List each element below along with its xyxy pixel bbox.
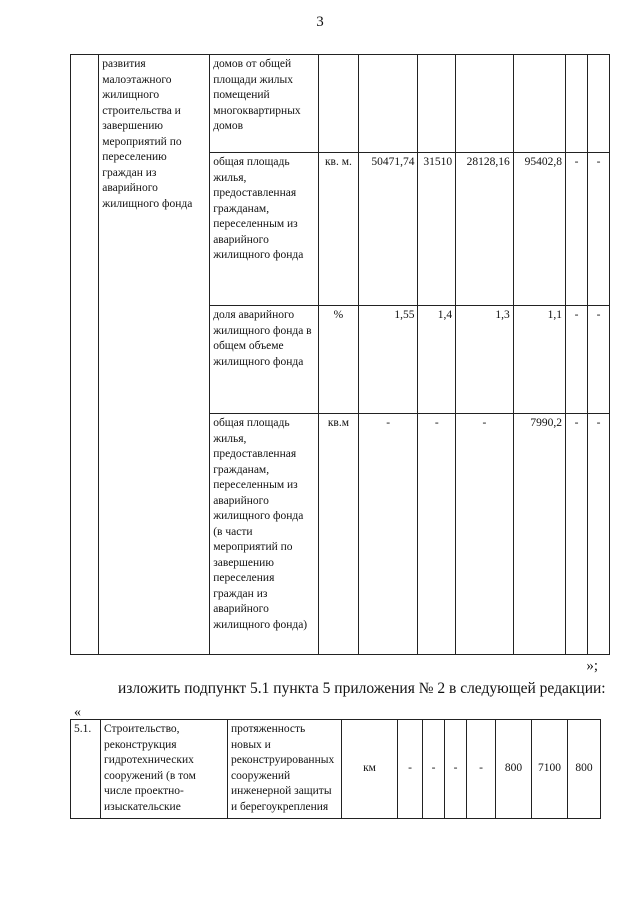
table-row: [71, 720, 601, 819]
value-cell: -: [587, 306, 609, 414]
value-cell: -: [456, 414, 514, 655]
indicator-cell: общая площадь жилья, предоставленная гражданам, переселенным из аварийного жилищного фонда (в части мероприятий по завершению переселения граждан из аварийного жилищного фонда): [210, 414, 319, 655]
value-cell: -: [423, 720, 445, 819]
opening-quote: «: [74, 705, 81, 720]
value-cell: [456, 55, 514, 153]
number-cell: 5.1.: [71, 720, 101, 819]
value-cell: [587, 55, 609, 153]
unit-cell: кв.м: [319, 414, 359, 655]
measure-table: [70, 719, 601, 819]
value-cell: -: [566, 153, 588, 306]
value-cell: 800: [568, 720, 601, 819]
value-cell: 1,3: [456, 306, 514, 414]
value-cell: -: [566, 414, 588, 655]
indicator-cell: домов от общей площади жилых помещений многоквартирных домов: [210, 55, 319, 153]
value-cell: -: [358, 414, 418, 655]
number-cell: [71, 55, 99, 655]
unit-cell: [319, 55, 359, 153]
value-cell: 95402,8: [513, 153, 565, 306]
instruction-text: изложить подпункт 5.1 пункта 5 приложения № 2 в следующей редакции:: [118, 680, 606, 697]
value-cell: -: [587, 414, 609, 655]
value-cell: -: [566, 306, 588, 414]
page-number: 3: [316, 14, 324, 30]
value-cell: -: [587, 153, 609, 306]
value-cell: 31510: [418, 153, 456, 306]
goal-cell: развития малоэтажного жилищного строительства и завершению мероприятий по переселению граждан из аварийного жилищного фонда: [99, 55, 210, 655]
table-row: [71, 55, 610, 153]
unit-cell: %: [319, 306, 359, 414]
unit-cell: кв. м.: [319, 153, 359, 306]
value-cell: -: [467, 720, 496, 819]
value-cell: 1,4: [418, 306, 456, 414]
value-cell: [566, 55, 588, 153]
value-cell: 28128,16: [456, 153, 514, 306]
value-cell: 50471,74: [358, 153, 418, 306]
indicator-cell: общая площадь жилья, предоставленная гражданам, переселенным из аварийного жилищного фонда: [210, 153, 319, 306]
value-cell: [358, 55, 418, 153]
indicators-table: [70, 54, 610, 655]
value-cell: 1,55: [358, 306, 418, 414]
measure-cell: Строительство, реконструкция гидротехнических сооружений (в том числе проектно-изыскательские: [101, 720, 228, 819]
value-cell: 7100: [532, 720, 568, 819]
indicator-cell: доля аварийного жилищного фонда в общем объеме жилищного фонда: [210, 306, 319, 414]
value-cell: -: [418, 414, 456, 655]
closing-quote: »;: [586, 658, 598, 674]
value-cell: 800: [496, 720, 532, 819]
value-cell: [513, 55, 565, 153]
indicator-cell: протяженность новых и реконструированных сооружений инженерной защиты и берегоукрепления: [228, 720, 342, 819]
value-cell: 7990,2: [513, 414, 565, 655]
value-cell: 1,1: [513, 306, 565, 414]
value-cell: -: [445, 720, 467, 819]
value-cell: [418, 55, 456, 153]
value-cell: -: [398, 720, 423, 819]
unit-cell: км: [342, 720, 398, 819]
